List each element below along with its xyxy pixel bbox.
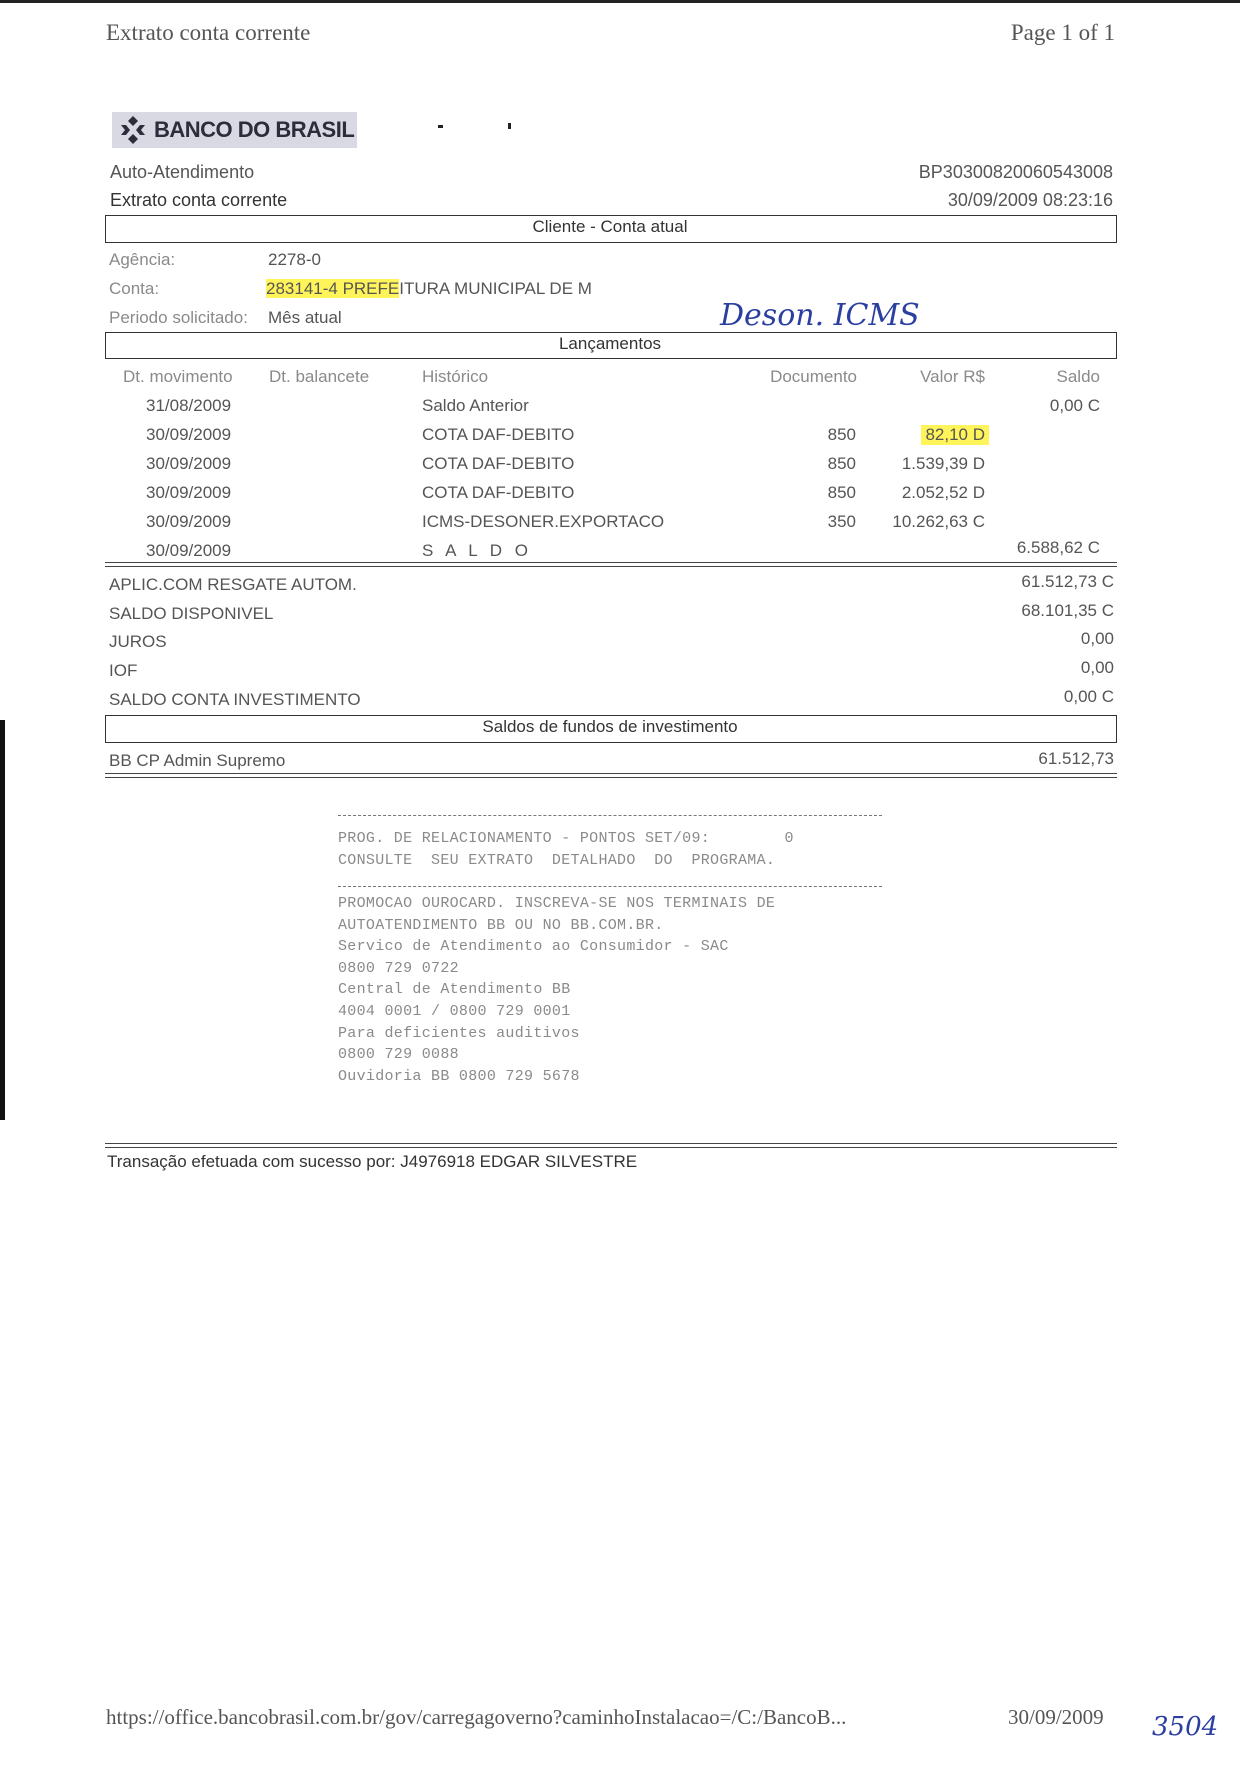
cell-historico: Saldo Anterior [422, 396, 529, 415]
agencia-label: Agência: [109, 250, 176, 269]
fund-name: BB CP Admin Supremo [109, 751, 286, 770]
summary-label: SALDO CONTA INVESTIMENTO [109, 690, 361, 709]
col-header-documento: Documento [770, 367, 857, 386]
col-header-dt-movimento: Dt. movimento [123, 367, 233, 386]
promo-line: PROMOCAO OUROCARD. INSCREVA-SE NOS TERMINAIS DE [338, 895, 776, 912]
funds-section-title: Saldos de fundos de investimento [482, 717, 738, 736]
promo-line: 4004 0001 / 0800 729 0001 [338, 1003, 571, 1020]
transaction-rule [105, 1143, 1117, 1148]
cell-historico: ICMS-DESONER.EXPORTACO [422, 512, 665, 531]
promo-line: Ouvidoria BB 0800 729 5678 [338, 1068, 580, 1085]
summary-label: SALDO DISPONIVEL [109, 604, 274, 623]
summary-value: 61.512,73 C [1021, 572, 1114, 591]
lancamentos-bottom-rule [105, 562, 1117, 567]
conta-rest-part: ITURA MUNICIPAL DE M [399, 279, 592, 298]
promo-line: 0800 729 0088 [338, 1046, 459, 1063]
document-title: Extrato conta corrente [110, 190, 288, 210]
print-header-title: Extrato conta corrente [106, 20, 311, 45]
cell-valor: 82,10 D [921, 425, 989, 445]
cell-historico: COTA DAF-DEBITO [422, 483, 575, 502]
col-header-valor: Valor R$ [920, 367, 985, 386]
cell-dt-movimento: 30/09/2009 [146, 512, 232, 531]
cell-documento: 850 [827, 425, 856, 444]
logo-text: BANCO DO BRASIL [154, 117, 355, 142]
summary-label: JUROS [109, 632, 167, 651]
document-datetime: 30/09/2009 08:23:16 [947, 190, 1113, 210]
funds-bottom-rule [105, 773, 1117, 778]
col-header-dt-balancete: Dt. balancete [269, 367, 370, 386]
cell-saldo: 6.588,62 C [1016, 538, 1100, 557]
promo-line: CONSULTE SEU EXTRATO DETALHADO DO PROGRAMA. [338, 852, 776, 869]
periodo-value: Mês atual [268, 308, 342, 327]
scan-speck [438, 125, 443, 128]
promo-divider-middle [338, 886, 882, 887]
summary-value: 68.101,35 C [1021, 601, 1114, 620]
col-header-historico: Histórico [422, 367, 489, 386]
transaction-confirmation: Transação efetuada com sucesso por: J4976918 EDGAR SILVESTRE [107, 1152, 638, 1171]
client-section-title: Cliente - Conta atual [532, 217, 688, 236]
print-footer-url: https://office.bancobrasil.com.br/gov/carregagoverno?caminhoInstalacao=/C:/BancoB... [106, 1705, 847, 1729]
cell-documento: 850 [827, 483, 856, 502]
lancamentos-title: Lançamentos [558, 334, 662, 353]
summary-value: 0,00 [1080, 658, 1114, 677]
col-header-saldo: Saldo [1056, 367, 1100, 386]
promo-line: PROG. DE RELACIONAMENTO - PONTOS SET/09: 0 [338, 830, 794, 847]
promo-line: Central de Atendimento BB [338, 981, 571, 998]
handwritten-annotation: Deson. ICMS [720, 298, 920, 333]
cell-valor: 10.262,63 C [892, 512, 985, 531]
cell-valor: 2.052,52 D [901, 483, 985, 502]
promo-line: Servico de Atendimento ao Consumidor - SAC [338, 938, 729, 955]
bb-logo-icon [118, 115, 148, 145]
cell-dt-movimento: 30/09/2009 [146, 425, 232, 444]
banco-do-brasil-logo [112, 112, 357, 148]
cell-historico: COTA DAF-DEBITO [422, 425, 575, 444]
promo-divider-top [338, 815, 882, 816]
promo-line: 0800 729 0722 [338, 960, 459, 977]
fund-value: 61.512,73 [1038, 749, 1114, 768]
cell-historico: COTA DAF-DEBITO [422, 454, 575, 473]
scan-left-edge [0, 720, 5, 1120]
cell-dt-movimento: 30/09/2009 [146, 541, 232, 560]
agencia-value: 2278-0 [268, 250, 321, 269]
promo-line: Para deficientes auditivos [338, 1025, 580, 1042]
cell-saldo: 0,00 C [1049, 396, 1100, 415]
conta-value [266, 279, 592, 299]
handwritten-page-stamp: 3504 [1152, 1712, 1219, 1742]
service-name: Auto-Atendimento [110, 162, 255, 182]
cell-valor: 1.539,39 D [901, 454, 985, 473]
cell-dt-movimento: 30/09/2009 [146, 483, 232, 502]
print-footer-date: 30/09/2009 [1008, 1705, 1104, 1729]
conta-label: Conta: [109, 279, 160, 298]
scan-top-edge [0, 0, 1240, 3]
summary-label: IOF [109, 661, 138, 680]
conta-highlighted-part: 283141-4 PREFE [266, 279, 400, 298]
summary-value: 0,00 C [1063, 687, 1114, 706]
cell-documento: 850 [827, 454, 856, 473]
cell-historico: S A L D O [422, 541, 533, 560]
periodo-label: Periodo solicitado: [109, 308, 248, 327]
print-header-page: Page 1 of 1 [1010, 20, 1115, 45]
scan-speck [508, 123, 511, 129]
summary-value: 0,00 [1080, 629, 1114, 648]
cell-dt-movimento: 31/08/2009 [146, 396, 232, 415]
cell-dt-movimento: 30/09/2009 [146, 454, 232, 473]
promo-line: AUTOATENDIMENTO BB OU NO BB.COM.BR. [338, 917, 664, 934]
cell-documento: 350 [827, 512, 856, 531]
summary-label: APLIC.COM RESGATE AUTOM. [109, 575, 357, 594]
document-code: BP30300820060543008 [918, 162, 1113, 182]
